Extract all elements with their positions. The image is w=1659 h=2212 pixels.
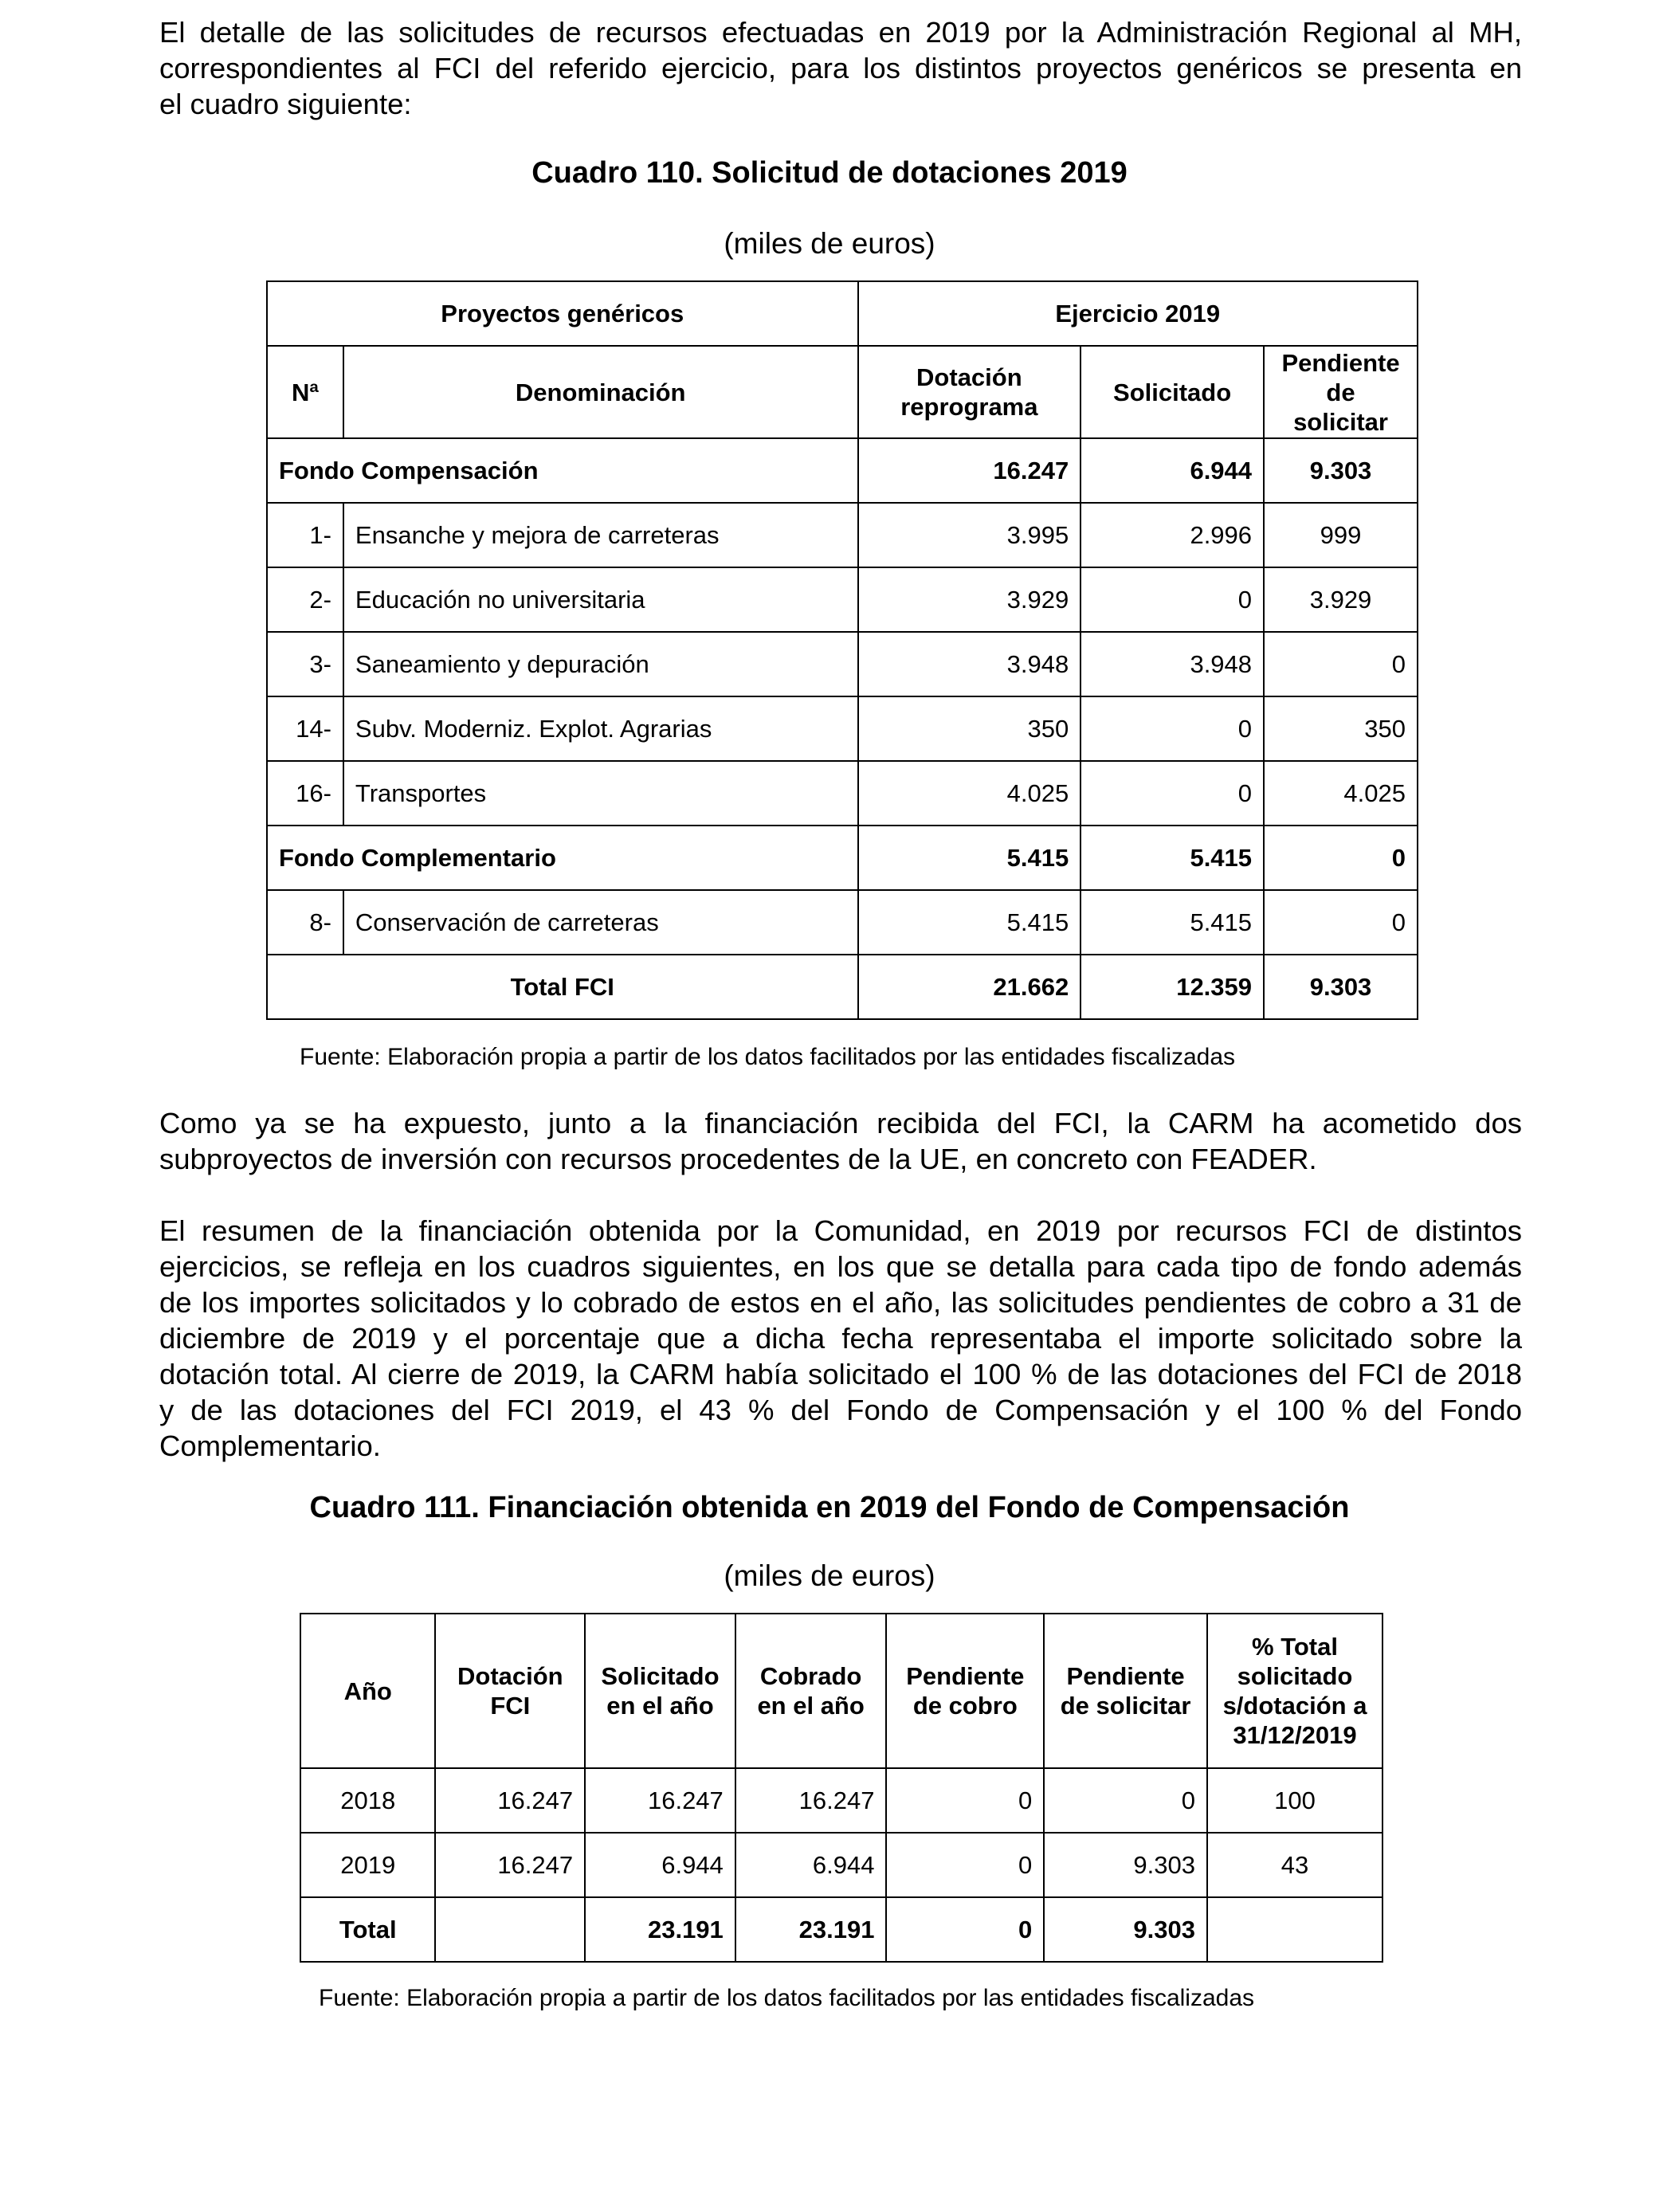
table-row-total: [300, 1897, 1382, 1962]
cell-pending-request: 9.303: [1044, 1833, 1207, 1897]
cell-allocation: 5.415: [858, 826, 1081, 890]
cell-pending: 0: [1264, 632, 1418, 696]
header-collected: Cobrado en el año: [735, 1614, 887, 1768]
table-row-fund-subtotal: [267, 438, 1418, 503]
cell-pending-collection: 0: [886, 1768, 1044, 1833]
header-num: Nª: [267, 346, 343, 438]
text-line: el cuadro siguiente:: [159, 88, 412, 120]
table110: [266, 280, 1418, 1020]
text-line: diciembre de 2019 y el porcentaje que a dicha fecha representaba el importe solicitado sobre la: [159, 1322, 1522, 1355]
table-row: [267, 761, 1418, 826]
table-row-fund-subtotal: [267, 826, 1418, 890]
cell-pending: 999: [1264, 503, 1418, 567]
table-row: [300, 1768, 1382, 1833]
table110-header-row: [267, 346, 1418, 438]
intro-paragraph: [159, 14, 1522, 122]
cell-name: Conservación de carreteras: [343, 890, 858, 955]
cell-name: Ensanche y mejora de carreteras: [343, 503, 858, 567]
cell-num: 1-: [267, 503, 343, 567]
table111-title: Cuadro 111. Financiación obtenida en 2019 del Fondo de Compensación: [309, 1491, 1350, 1524]
cell-name: Fondo Complementario: [267, 826, 858, 890]
cell-allocation: 350: [858, 696, 1081, 761]
cell-allocation: 16.247: [858, 438, 1081, 503]
cell-percent: [1207, 1897, 1382, 1962]
cell-collected: 6.944: [735, 1833, 887, 1897]
header-name: Denominación: [343, 346, 858, 438]
cell-name: Fondo Compensación: [267, 438, 858, 503]
text-line: El detalle de las solicitudes de recursos efectuadas en 2019 por la Administración Regional al MH,: [159, 16, 1522, 49]
header-requested: Solicitado en el año: [585, 1614, 735, 1768]
cell-num: 8-: [267, 890, 343, 955]
cell-name: Total FCI: [267, 955, 858, 1019]
cell-allocation: 3.995: [858, 503, 1081, 567]
table110-title: Cuadro 110. Solicitud de dotaciones 2019: [531, 156, 1128, 190]
cell-requested: 16.247: [585, 1768, 735, 1833]
table110-group-header-row: [267, 281, 1418, 346]
cell-year: Total: [300, 1897, 435, 1962]
header-year: Ejercicio 2019: [858, 281, 1418, 346]
cell-name: Saneamiento y depuración: [343, 632, 858, 696]
text-line: y de las dotaciones del FCI 2019, el 43 % del Fondo de Compensación y el 100 % del Fondo: [159, 1394, 1522, 1426]
cell-name: Subv. Moderniz. Explot. Agrarias: [343, 696, 858, 761]
table111-unit: (miles de euros): [724, 1559, 935, 1592]
cell-requested: 0: [1081, 696, 1264, 761]
cell-allocation: 3.929: [858, 567, 1081, 632]
cell-percent: 43: [1207, 1833, 1382, 1897]
cell-allocation: 21.662: [858, 955, 1081, 1019]
cell-requested: 5.415: [1081, 890, 1264, 955]
cell-allocation: 5.415: [858, 890, 1081, 955]
table110-unit: (miles de euros): [724, 227, 935, 260]
cell-pending: 0: [1264, 890, 1418, 955]
cell-year: 2019: [300, 1833, 435, 1897]
cell-pending: 3.929: [1264, 567, 1418, 632]
cell-pending: 0: [1264, 826, 1418, 890]
header-projects: Proyectos genéricos: [267, 281, 858, 346]
cell-name: Transportes: [343, 761, 858, 826]
text-line: correspondientes al FCI del referido ejercicio, para los distintos proyectos genéricos se presenta en: [159, 52, 1522, 84]
table-row: [267, 632, 1418, 696]
cell-allocation: 4.025: [858, 761, 1081, 826]
table-row-total: [267, 955, 1418, 1019]
cell-requested: 3.948: [1081, 632, 1264, 696]
cell-requested: 2.996: [1081, 503, 1264, 567]
header-pending-request: Pendiente de solicitar: [1044, 1614, 1207, 1768]
cell-num: 16-: [267, 761, 343, 826]
cell-pending-request: 0: [1044, 1768, 1207, 1833]
cell-name: Educación no universitaria: [343, 567, 858, 632]
cell-num: 3-: [267, 632, 343, 696]
cell-requested: 0: [1081, 567, 1264, 632]
cell-collected: 23.191: [735, 1897, 887, 1962]
table111: [300, 1613, 1383, 1963]
paragraph-feader: [159, 1105, 1522, 1177]
header-percent-requested: % Total solicitado s/dotación a 31/12/2019: [1207, 1614, 1382, 1768]
table-row: [267, 696, 1418, 761]
cell-percent: 100: [1207, 1768, 1382, 1833]
cell-allocation: 16.247: [435, 1768, 585, 1833]
cell-allocation: 3.948: [858, 632, 1081, 696]
header-allocation: Dotación FCI: [435, 1614, 585, 1768]
cell-pending-request: 9.303: [1044, 1897, 1207, 1962]
cell-requested: 12.359: [1081, 955, 1264, 1019]
cell-num: 2-: [267, 567, 343, 632]
cell-requested: 6.944: [1081, 438, 1264, 503]
cell-collected: 16.247: [735, 1768, 887, 1833]
header-allocation: Dotación reprograma: [858, 346, 1081, 438]
cell-pending-collection: 0: [886, 1833, 1044, 1897]
table111-source: Fuente: Elaboración propia a partir de los datos facilitados por las entidades fiscalizadas: [319, 1985, 1255, 2011]
text-line: El resumen de la financiación obtenida por la Comunidad, en 2019 por recursos FCI de distintos: [159, 1214, 1522, 1247]
cell-year: 2018: [300, 1768, 435, 1833]
header-requested: Solicitado: [1081, 346, 1264, 438]
table110-source: Fuente: Elaboración propia a partir de los datos facilitados por las entidades fiscalizadas: [300, 1044, 1236, 1070]
text-line: Complementario.: [159, 1430, 381, 1462]
cell-requested: 23.191: [585, 1897, 735, 1962]
text-line: ejercicios, se refleja en los cuadros siguientes, en los que se detalla para cada tipo de fondo además: [159, 1250, 1522, 1283]
cell-requested: 6.944: [585, 1833, 735, 1897]
cell-pending: 350: [1264, 696, 1418, 761]
text-line: Como ya se ha expuesto, junto a la financiación recibida del FCI, la CARM ha acometido dos: [159, 1107, 1522, 1139]
paragraph-summary: [159, 1213, 1522, 1464]
text-line: subproyectos de inversión con recursos procedentes de la UE, en concreto con FEADER.: [159, 1143, 1317, 1175]
table-row: [267, 503, 1418, 567]
cell-pending-collection: 0: [886, 1897, 1044, 1962]
cell-pending: 9.303: [1264, 438, 1418, 503]
cell-pending: 4.025: [1264, 761, 1418, 826]
header-year: Año: [300, 1614, 435, 1768]
cell-requested: 0: [1081, 761, 1264, 826]
cell-allocation: 16.247: [435, 1833, 585, 1897]
cell-allocation: [435, 1897, 585, 1962]
text-line: dotación total. Al cierre de 2019, la CARM había solicitado el 100 % de las dotaciones del FCI de 2018: [159, 1358, 1522, 1390]
text-line: de los importes solicitados y lo cobrado de estos en el año, las solicitudes pendientes de cobro a 31 de: [159, 1286, 1522, 1319]
table-row: [300, 1833, 1382, 1897]
cell-requested: 5.415: [1081, 826, 1264, 890]
header-pending: Pendiente de solicitar: [1264, 346, 1418, 438]
header-pending-collection: Pendiente de cobro: [886, 1614, 1044, 1768]
table-row: [267, 567, 1418, 632]
table111-header-row: [300, 1614, 1382, 1768]
cell-pending: 9.303: [1264, 955, 1418, 1019]
cell-num: 14-: [267, 696, 343, 761]
table-row: [267, 890, 1418, 955]
